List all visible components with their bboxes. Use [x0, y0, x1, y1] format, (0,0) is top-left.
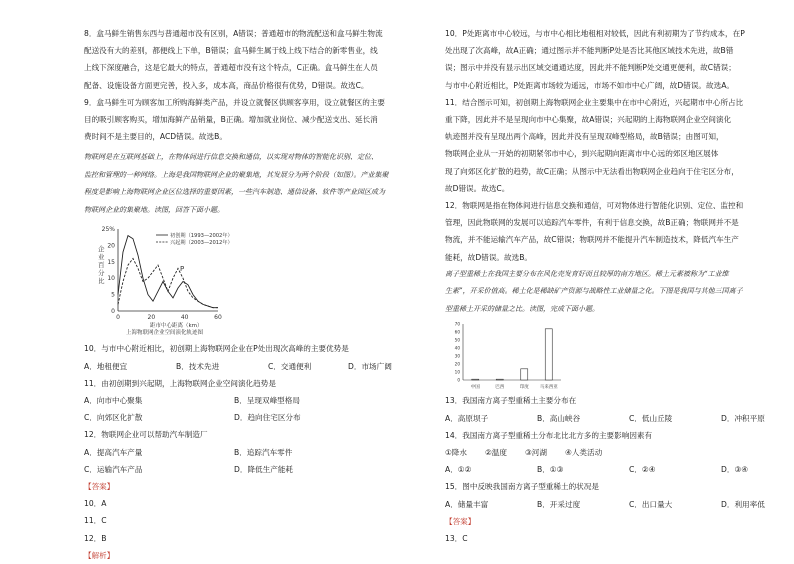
- option-row: [84, 392, 439, 409]
- text-line: 轨迹图并没有呈现出两个高峰，因此并没有呈现双峰型格局，故B错误；由图可知，: [445, 132, 724, 142]
- y-tick-label: 15: [107, 259, 115, 267]
- y-tick-label: 5: [111, 292, 115, 300]
- question-13: [445, 392, 794, 426]
- option-c: C．向郊区化扩散: [84, 413, 143, 423]
- legend-label: 初创期（1993—2002年）: [170, 233, 233, 240]
- option-row: [84, 409, 439, 426]
- option-c: C．低山丘陵: [629, 413, 673, 423]
- y-tick-label: 0: [111, 308, 115, 316]
- option-row: [84, 358, 439, 375]
- text-line: 8．盒马鲜生销售东西与普通超市没有区别，A错误；普通超市的物流配送和盒马鲜生物流: [84, 29, 383, 38]
- material-intro-2: [445, 266, 794, 319]
- option-a: A．高原坝子: [445, 413, 489, 423]
- text-line: 物联网企业从一开始的初期紧邻市中心，到兴起期向距离市中心远的郊区地区展体: [445, 149, 719, 159]
- bar: [472, 380, 479, 381]
- x-tick-label: 60: [214, 314, 222, 322]
- y-tick-label: 0: [457, 377, 460, 383]
- intro-line: 物联网是在互联网基础上，在物体间进行信息交换和通信，以实现对物体的智能化识别、定位、: [84, 153, 378, 162]
- bar: [496, 380, 503, 381]
- x-tick-label: 20: [147, 314, 156, 322]
- question-stem: 14．我国南方离子型重稀土分布北比北方多的主要影响因素有: [445, 430, 653, 440]
- question-12: [84, 426, 439, 478]
- option-a: A．储量丰富: [445, 499, 489, 509]
- option-row: [84, 444, 439, 461]
- y-tick-label: 60: [454, 329, 460, 335]
- factor-2: ②温度: [485, 447, 507, 457]
- option-b: B．呈现双峰型格局: [234, 396, 300, 406]
- x-axis-label: 距市中心距离（km）: [150, 323, 203, 330]
- enterprise-distribution-chart: [88, 221, 238, 336]
- explanation-q11: [445, 94, 794, 197]
- option-c: C．②④: [629, 465, 656, 475]
- option-d: D．市场广阔: [348, 361, 392, 371]
- intro-line: 物联网企业的集聚地。读图，回答下面小题。: [84, 205, 224, 214]
- question-14: [445, 427, 794, 479]
- intro-line: 生素”，开采价值高。稀土化是稀缺矿产资源与战略性工业储量之化。下图是我国与其他三国离子: [445, 287, 743, 296]
- text-line: 能耗，故D错误。故选B。: [445, 252, 532, 262]
- option-d: D．利用率低: [721, 499, 765, 509]
- option-d: D．冲积平原: [721, 413, 765, 423]
- rare-earth-bar-chart: [449, 320, 569, 392]
- option-a: A．提高汽车产量: [84, 447, 143, 457]
- intro-line: 程度是影响上海物联网企业区位选择的重要因素，一些汽车制造、通信设备、软件等产业园区成为: [84, 188, 385, 197]
- text-line: 重下降，因此并不是呈现向市中心集聚，故A错误；兴起期的上海物联网企业空间演化: [445, 115, 732, 125]
- explanation-q8: [84, 25, 439, 94]
- p-point-label: P: [180, 265, 185, 274]
- text-line: 现了向郊区化扩散的趋势，故C正确；从图示中无法看出物联网企业趋向于住宅区分布，: [445, 166, 739, 176]
- category-label: 巴西: [495, 385, 505, 391]
- option-row: [445, 461, 794, 478]
- option-c: C．出口量大: [629, 499, 673, 509]
- text-line: 12．物联网是指在物体间进行信息交换和通信，可对物体进行智能化识别、定位、监控和: [445, 201, 744, 211]
- x-tick-label: 0: [116, 314, 120, 322]
- y-tick-label: 70: [454, 321, 460, 327]
- option-b: B．高山峡谷: [537, 413, 581, 423]
- text-line: 物流，并不能运输汽车产品，故C错误；物联网并不能提升汽车制造技术，降低汽车生产: [445, 235, 739, 245]
- text-line: 配备、设施设备方面更完善，投入多，成本高，商品价格很有优势，D错误。故选C。: [84, 80, 369, 90]
- series-line-1: [118, 236, 218, 308]
- intro-line: 监控和管理的一种网络。上海是我国物联网企业的聚集地，其发展分为两个阶段（如图）。产业集聚: [84, 170, 389, 179]
- answer-line: 12．B: [84, 533, 107, 543]
- text-line: 目的吸引顾客购买，增加海鲜产品销量，B正确。增加就业岗位、减少配送支出、延长消: [84, 115, 378, 125]
- answer-tag: 【答案】: [445, 516, 476, 526]
- text-line: 处出现了次高峰，故A正确；通过图示并不能判断P处是否比其他区域技术先进，故B错: [445, 46, 734, 56]
- text-line: 误；图示中并没有显示出区域交通通达度，因此并不能判断P处交通更便利，故C错误；: [445, 63, 736, 73]
- text-line: 管理，因此物联网的发展可以追踪汽车零件，有利于信息交换，故B正确；物联网并不是: [445, 218, 739, 228]
- chart-caption: 上海物联网企业空间演化轨迹图: [126, 330, 204, 337]
- category-label: 印度: [519, 385, 529, 391]
- right-column: [445, 25, 794, 547]
- option-c: C．交通便利: [268, 361, 312, 371]
- option-b: B．①③: [537, 465, 564, 475]
- intro-line: 型重稀土开采的储量之比。读图，完成下面小题。: [445, 304, 599, 313]
- question-stem: 10．与市中心附近相比，初创期上海物联网企业在P处出现次高峰的主要优势是: [84, 344, 349, 354]
- text-line: 与市中心附近相比，P处距离市场较为遥远，市场不如市中心广阔，故D错误。故选A。: [445, 80, 734, 90]
- text-line: 费时间不是主要目的，ACD错误。故选B。: [84, 132, 227, 142]
- y-tick-label: 50: [454, 337, 460, 343]
- material-intro: [84, 149, 439, 219]
- x-tick-label: 40: [180, 314, 189, 322]
- y-tick-label: 20: [454, 361, 460, 367]
- answer-tag: 【答案】: [84, 482, 115, 492]
- option-a: A．向市中心聚集: [84, 396, 143, 406]
- option-row: [84, 461, 439, 478]
- y-tick-label: 10: [107, 275, 115, 283]
- y-tick-label: 20: [107, 242, 115, 250]
- intro-line: 离子型重稀土在我国主要分布在风化壳发育好而且较厚的南方地区。稀土元素被称为“工业维: [445, 269, 729, 278]
- explanation-q9: [84, 94, 439, 146]
- explanation-q12: [445, 197, 794, 266]
- answer-line: 11．C: [84, 516, 107, 526]
- factor-1: ①降水: [445, 447, 467, 457]
- category-label: 马来西亚: [539, 385, 558, 391]
- option-b: B．开采过度: [537, 499, 581, 509]
- question-15: [445, 478, 794, 512]
- legend-label: 兴起期（2003—2012年）: [170, 240, 233, 247]
- option-b: B．技术先进: [176, 361, 220, 371]
- question-10: [84, 340, 439, 374]
- option-d: D．趋向住宅区分布: [234, 413, 301, 423]
- text-line: 10．P处距离市中心较远，与市中心相比地租相对较低，因此有利初期为了节约成本，在P: [445, 29, 745, 38]
- option-a: A．①②: [445, 465, 472, 475]
- factor-4: ④人类活动: [565, 447, 603, 457]
- option-row: [445, 496, 794, 513]
- option-d: D．③④: [721, 465, 749, 475]
- y-tick-label: 25%: [101, 226, 115, 234]
- option-row: [445, 410, 794, 427]
- option-a: A．地租便宜: [84, 361, 128, 371]
- explanation-q10: [445, 25, 794, 94]
- series-line-2: [118, 259, 218, 308]
- answer-line: 13．C: [445, 533, 468, 543]
- factor-3: ③河湖: [525, 447, 547, 457]
- analysis-tag: 【解析】: [84, 550, 115, 560]
- text-line: 配送没有大的差别，都便线上下单，B错误；盒马鲜生属于线上线下结合的新零售业，线: [84, 46, 378, 56]
- text-line: 9．盒马鲜生可为顾客加工所购海鲜类产品，并设立就餐区供顾客享用，设立就餐区的主要: [84, 97, 385, 107]
- bar: [545, 329, 552, 380]
- option-row: [445, 444, 794, 461]
- bar: [521, 369, 528, 380]
- category-label: 中国: [470, 385, 480, 391]
- y-axis-label: 企业百分比: [98, 245, 105, 286]
- question-11: [84, 375, 439, 427]
- question-stem: 11．由初创期到兴起期，上海物联网企业空间演化趋势是: [84, 378, 276, 388]
- text-line: 11．结合图示可知，初创期上海物联网企业主要集中在市中心附近，兴起期市中心所占比: [445, 97, 744, 107]
- option-d: D．降低生产能耗: [234, 464, 294, 474]
- left-column: [84, 25, 439, 564]
- text-line: 故D错误。故选C。: [445, 183, 510, 193]
- question-stem: 12．物联网企业可以帮助汽车制造厂: [84, 430, 208, 440]
- option-b: B．追踪汽车零件: [234, 447, 293, 457]
- question-stem: 13．我国南方离子型重稀土主要分布在: [445, 396, 577, 406]
- text-line: 上线下深度融合，这是它最大的特点，普通超市没有这个特点，C正确。盒马鲜生在人员: [84, 63, 378, 73]
- y-tick-label: 10: [454, 369, 460, 375]
- y-tick-label: 30: [454, 353, 460, 359]
- question-stem: 15．图中反映我国南方离子型重稀土的状况是: [445, 482, 599, 492]
- option-c: C．运输汽车产品: [84, 464, 143, 474]
- answer-line: 10．A: [84, 499, 107, 509]
- y-tick-label: 40: [454, 345, 460, 351]
